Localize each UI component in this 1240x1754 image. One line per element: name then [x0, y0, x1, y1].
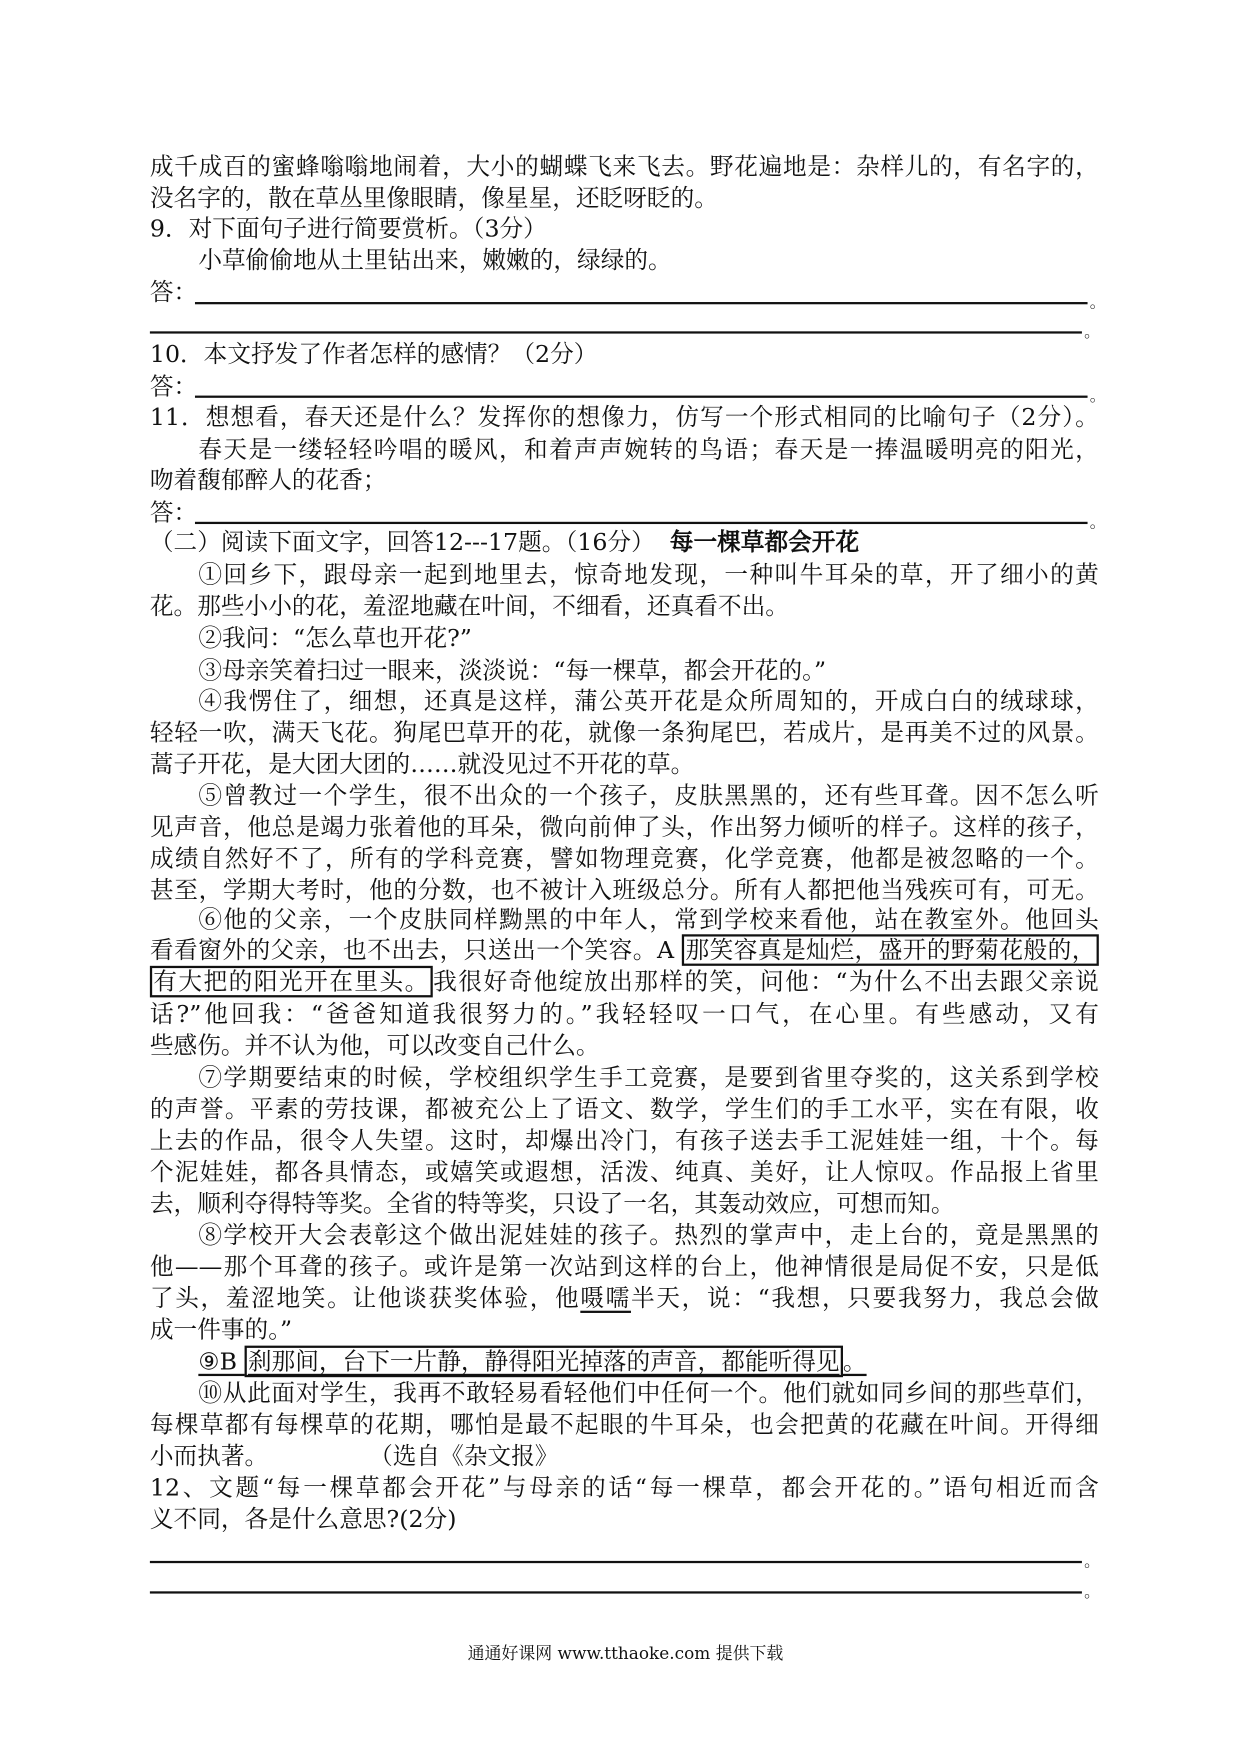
answer-line[interactable] — [195, 522, 1088, 524]
section-2-heading — [150, 527, 1099, 556]
text-line: 蒿子开花，是大团大团的……就没见过不开花的草。 — [149, 750, 695, 778]
text-line: ②我问：“怎么草也开花?” — [198, 624, 472, 652]
answer-label: 答： — [149, 499, 198, 527]
text-segment: ⑨B — [198, 1347, 245, 1375]
answer-line[interactable] — [150, 1591, 1082, 1593]
text-line: ⑥他的父亲，一个皮肤同样黝黑的中年人，常到学校来看他，站在教室外。他回头 — [198, 906, 1099, 934]
text-segment: 半天，说：“我想，只要我努力，我总会做 — [630, 1284, 1099, 1312]
text-line — [150, 935, 1099, 964]
text-segment: 小而执著。 — [149, 1442, 269, 1470]
footer-download-note: 通通好课网 www.tthaoke.com 提供下载 — [467, 1643, 784, 1664]
period: 。 — [1089, 387, 1106, 406]
question-11: 11．想想看，春天还是什么？发挥你的想像力，仿写一个形式相同的比喻句子（2分）。 — [149, 403, 1099, 431]
answer-line[interactable] — [195, 302, 1088, 304]
period: 。 — [1084, 1583, 1100, 1602]
text-line: ①回乡下，跟母亲一起到地里去，惊奇地发现，一种叫牛耳朵的草，开了细小的黄 — [198, 561, 1099, 589]
text-line — [150, 967, 1099, 996]
answer-line[interactable] — [150, 331, 1082, 333]
text-line: ⑦学期要结束的时候，学校组织学生手工竞赛，是要到省里夺奖的，这关系到学校 — [198, 1063, 1099, 1091]
answer-label: 答： — [149, 278, 198, 306]
question-11-example: 吻着馥郁醉人的花香； — [149, 466, 387, 494]
period: 。 — [1089, 513, 1106, 532]
text-line: 些感伤。并不认为他，可以改变自己什么。 — [149, 1032, 600, 1060]
text-segment: 了头，羞涩地笑。让他谈获奖体验，他 — [149, 1284, 581, 1312]
text-line: ⑧学校开大会表彰这个做出泥娃娃的孩子。热烈的掌声中，走上台的，竟是黑黑的 — [198, 1221, 1099, 1249]
text-line: 话?”他回我：“爸爸知道我很努力的。”我轻轻叹一口气，在心里。有些感动，又有 — [149, 1000, 1099, 1028]
question-11-example: 春天是一缕轻轻吟唱的暖风，和着声声婉转的鸟语；春天是一捧温暖明亮的阳光， — [198, 436, 1099, 464]
marked-sentence-a: 那笑容真是灿烂，盛开的野菊花般的， — [682, 934, 1099, 966]
text-line — [150, 1347, 1099, 1376]
text-line — [150, 1284, 1099, 1313]
text-line: 没名字的，散在草丛里像眼睛，像星星，还眨呀眨的。 — [149, 184, 718, 212]
text-line: 他——那个耳聋的孩子。或许是第一次站到这样的台上，他神情很是局促不安，只是低 — [149, 1253, 1099, 1281]
text-line: 上去的作品，很令人失望。这时，却爆出冷门，有孩子送去手工泥娃娃一组，十个。每 — [149, 1127, 1099, 1155]
source-note: （选自《杂文报》 — [380, 1442, 559, 1470]
text-segment: 。 — [842, 1347, 867, 1375]
period: 。 — [1089, 294, 1106, 313]
answer-label: 答： — [149, 373, 198, 401]
answer-line[interactable] — [195, 396, 1088, 398]
question-9-sentence: 小草偷偷地从土里钻出来，嫩嫩的，绿绿的。 — [198, 246, 672, 274]
text-line: 的声誉。平素的劳技课，都被充公上了语文、数学，学生们的手工水平，实在有限，收 — [149, 1095, 1099, 1123]
question-9: 9．对下面句子进行简要赏析。（3分） — [149, 215, 547, 243]
question-12-cont: 义不同，各是什么意思?(2分) — [149, 1505, 457, 1533]
text-line: 见声音，他总是竭力张着他的耳朵，微向前伸了头，作出努力倾听的样子。这样的孩子， — [149, 813, 1099, 841]
answer-line[interactable] — [150, 1561, 1082, 1563]
text-segment: 看看窗外的父亲，也不出去，只送出一个笑容。A — [149, 936, 683, 964]
text-line: 成千成百的蜜蜂嗡嗡地闹着，大小的蝴蝶飞来飞去。野花遍地是：杂样儿的，有名字的， — [149, 153, 1099, 181]
text-line: 去，顺利夺得特等奖。全省的特等奖，只设了一名，其轰动效应，可想而知。 — [149, 1190, 955, 1218]
text-line: 花。那些小小的花，羞涩地藏在叶间，不细看，还真看不出。 — [149, 592, 789, 620]
question-10: 10．本文抒发了作者怎样的感情？（2分） — [149, 340, 598, 368]
article-title: 每一棵草都会开花 — [669, 527, 860, 556]
question-12: 12、文题“每一棵草都会开花”与母亲的话“每一棵草，都会开花的。”语句相近而含 — [149, 1474, 1099, 1502]
text-line: 成绩自然好不了，所有的学科竞赛，譬如物理竞赛，化学竞赛，他都是被忽略的一个。 — [149, 845, 1099, 873]
marked-sentence-a-cont: 有大把的阳光开在里头。 — [150, 966, 433, 998]
text-line: 每棵草都有每棵草的花期，哪怕是最不起眼的牛耳朵，也会把黄的花藏在叶间。开得细 — [149, 1411, 1099, 1439]
text-line: ③母亲笑着扫过一眼来，淡淡说：“每一棵草，都会开花的。” — [198, 657, 827, 685]
period: 。 — [1084, 323, 1100, 342]
text-line: 甚至，学期大考时，他的分数，也不被计入班级总分。所有人都把他当残疾可有，可无。 — [149, 876, 1099, 904]
period: 。 — [1084, 1553, 1100, 1572]
text-line — [150, 1441, 1099, 1470]
text-line: 轻轻一吹，满天飞花。狗尾巴草开的花，就像一条狗尾巴，若成片，是再美不过的风景。 — [149, 719, 1099, 747]
text-line: ④我愣住了，细想，还真是这样，蒲公英开花是众所周知的，开成白白的绒球球， — [198, 687, 1099, 715]
marked-sentence-b: 刹那间，台下一片静，静得阳光掉落的声音，都能听得见 — [244, 1346, 842, 1378]
text-line: 成一件事的。” — [149, 1316, 293, 1344]
text-line: 个泥娃娃，都各具情态，或嬉笑或遐想，活泼、纯真、美好，让人惊叹。作品报上省里 — [149, 1158, 1099, 1186]
section-instruction: （二）阅读下面文字，回答12---17题。（16分） — [149, 528, 655, 556]
text-segment: 我很好奇他绽放出那样的笑，问他：“为什么不出去跟父亲说 — [433, 968, 1099, 996]
text-line: ⑩从此面对学生，我再不敢轻易看轻他们中任何一个。他们就如同乡间的那些草们， — [198, 1379, 1099, 1407]
underlined-word: 嗫嚅 — [580, 1284, 631, 1312]
text-line: ⑤曾教过一个学生，很不出众的一个孩子，皮肤黑黑的，还有些耳聋。因不怎么听 — [198, 782, 1099, 810]
